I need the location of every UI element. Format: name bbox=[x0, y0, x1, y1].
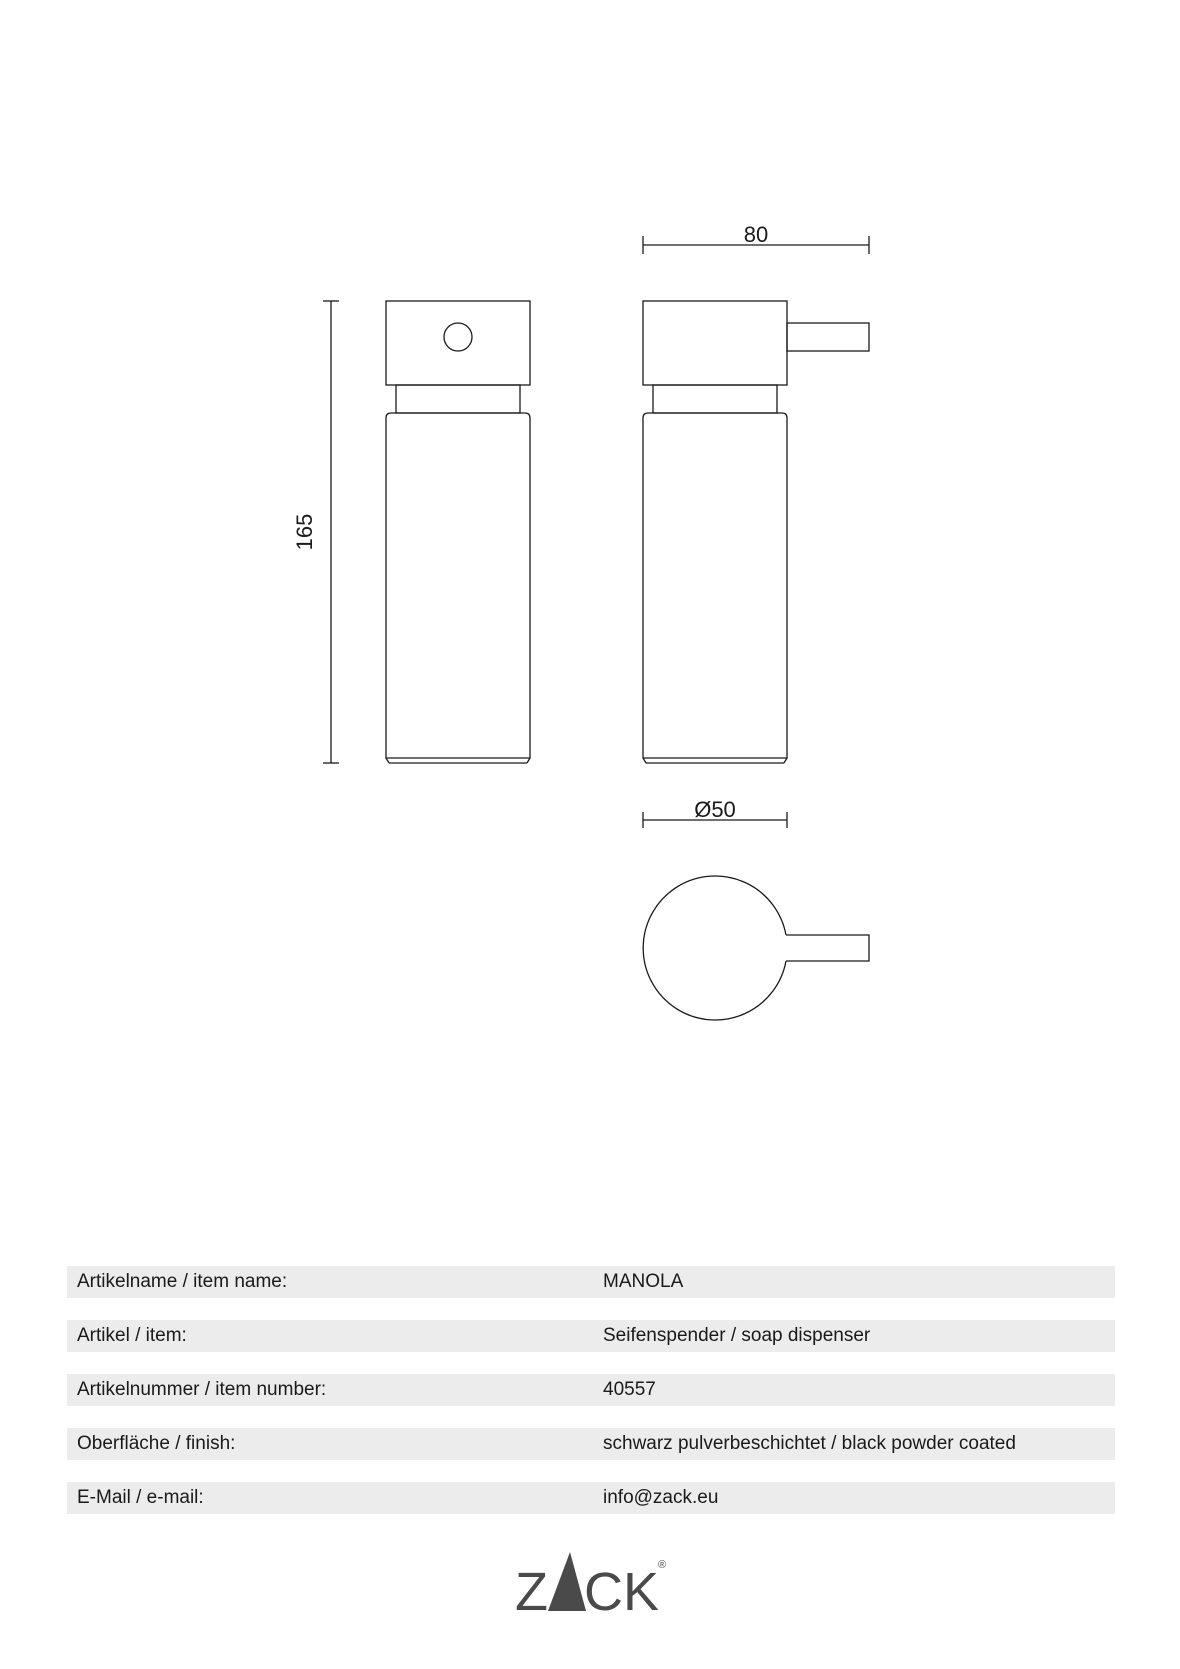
spec-label: Artikelname / item name: bbox=[77, 1271, 288, 1292]
top-view-body-circle bbox=[643, 876, 786, 1020]
height-dimension-label: 165 bbox=[292, 513, 317, 551]
spec-row-item-name bbox=[67, 1266, 1115, 1298]
front-view bbox=[386, 301, 530, 763]
spec-label: Oberfläche / finish: bbox=[77, 1433, 236, 1454]
spec-value: schwarz pulverbeschichtet / black powder coated bbox=[603, 1433, 1016, 1454]
height-dimension bbox=[323, 301, 339, 763]
front-view-pump-head bbox=[386, 301, 530, 385]
spec-value: 40557 bbox=[603, 1379, 656, 1400]
logo-registered-mark: ® bbox=[658, 1559, 667, 1571]
side-view-spout bbox=[787, 323, 869, 351]
logo-letters-ck: CK bbox=[584, 1562, 660, 1618]
spec-value: info@zack.eu bbox=[603, 1487, 719, 1508]
spec-value: MANOLA bbox=[603, 1271, 684, 1292]
diameter-dimension-label: Ø50 bbox=[694, 797, 736, 822]
spec-row-finish bbox=[67, 1428, 1115, 1460]
side-view bbox=[643, 301, 869, 763]
width-dimension-label: 80 bbox=[743, 222, 769, 247]
side-view-body bbox=[643, 413, 787, 758]
spec-table bbox=[67, 1266, 1115, 1536]
spec-label: E-Mail / e-mail: bbox=[77, 1487, 204, 1508]
spec-row-item-number bbox=[67, 1374, 1115, 1406]
front-view-collar bbox=[396, 385, 520, 413]
logo-letter-z: Z bbox=[515, 1562, 548, 1618]
spec-value: Seifenspender / soap dispenser bbox=[603, 1325, 871, 1346]
front-view-nozzle-hole bbox=[444, 323, 472, 351]
logo-a-triangle bbox=[548, 1552, 586, 1611]
spec-row-email bbox=[67, 1482, 1115, 1514]
spec-label: Artikel / item: bbox=[77, 1325, 187, 1346]
front-view-body bbox=[386, 413, 530, 758]
top-view bbox=[643, 876, 869, 1020]
spec-row-item bbox=[67, 1320, 1115, 1352]
side-view-pump-head bbox=[643, 301, 787, 385]
top-view-spout bbox=[786, 935, 869, 961]
zack-logo bbox=[515, 1548, 675, 1618]
spec-label: Artikelnummer / item number: bbox=[77, 1379, 327, 1400]
side-view-collar bbox=[653, 385, 777, 413]
